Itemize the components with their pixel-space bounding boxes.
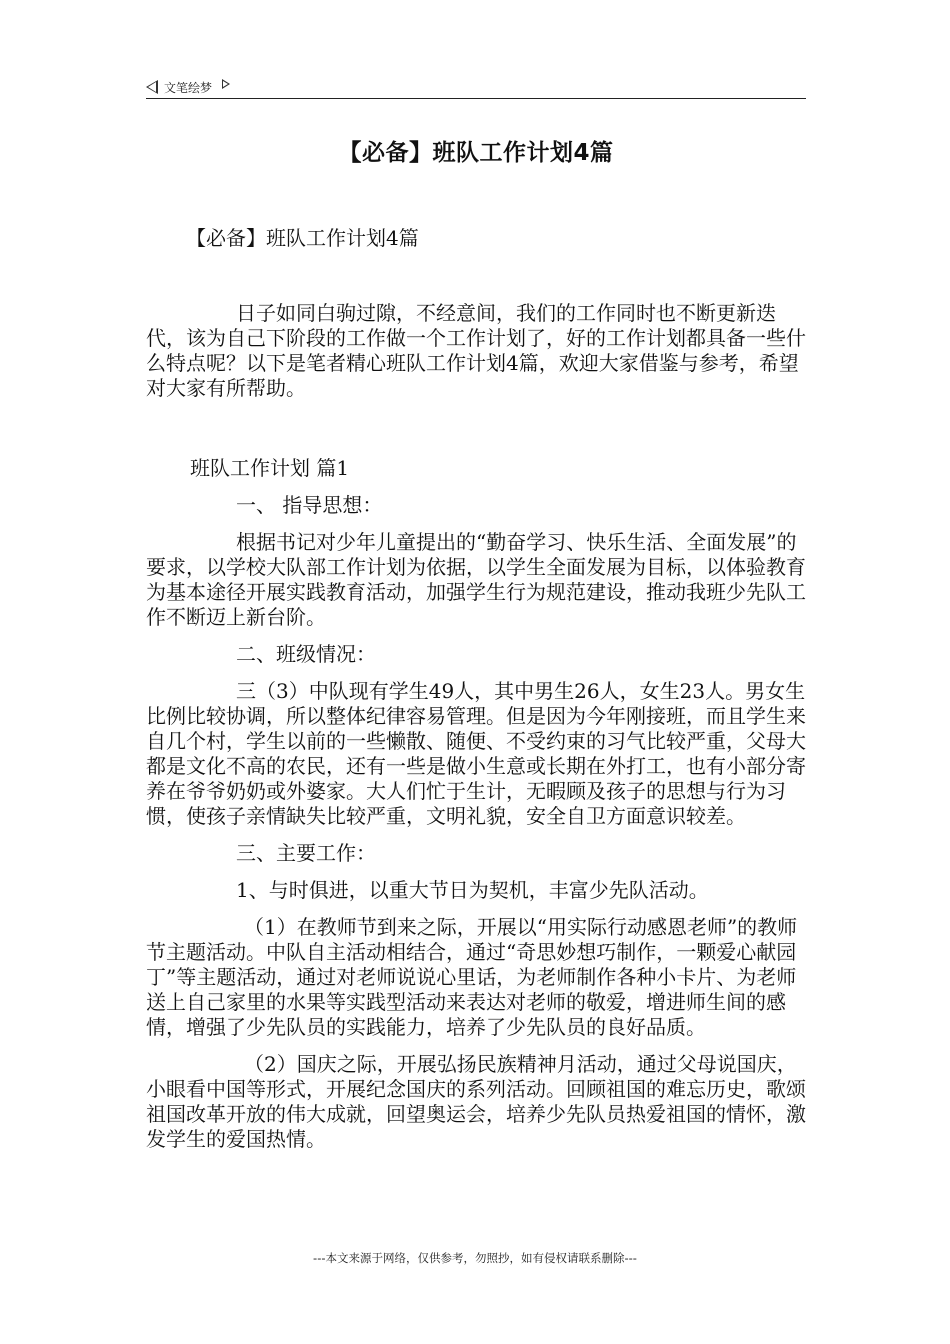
- document-title: 【必备】班队工作计划4篇: [338, 140, 614, 166]
- part3-item-1: 1、与时俱进，以重大节日为契机，丰富少先队活动。: [236, 878, 709, 902]
- intro-paragraph: 日子如同白驹过隙，不经意间，我们的工作同时也不断更新迭代，该为自己下阶段的工作做一个工作计划了，好的工作计划都具备一些什么特点呢？以下是笔者精心班队工作计划4篇，欢迎大家借鉴与参考，希望对大家有所帮助。: [146, 301, 806, 400]
- section-heading: 班队工作计划 篇1: [190, 456, 350, 480]
- page-header: [146, 76, 806, 98]
- header-brand: 文笔绘梦: [164, 80, 213, 95]
- document-body: [146, 220, 806, 1152]
- part1-paragraph: 根据书记对少年儿童提出的“勤奋学习、快乐生活、全面发展”的要求，以学校大队部工作计划为依据，以学生全面发展为目标，以体验教育为基本途径开展实践教育活动，加强学生行为规范建设，推动我班少先队工作不断迈上新台阶。: [146, 530, 806, 629]
- part3-item-1-1: （1）在教师节到来之际，开展以“用实际行动感恩老师”的教师节主题活动。中队自主活动相结合，通过“奇思妙想巧制作，一颗爱心献园丁”等主题活动，通过对老师说说心里话，为老师制作各种小卡片、为老师送上自己家里的水果等实践型活动来表达对老师的敬爱，增进师生间的感情，增强了少先队员的实践能力，培养了少先队员的良好品质。: [146, 915, 798, 1039]
- part1-heading: 一、 指导思想：: [236, 493, 383, 517]
- page-footer: ---本文来源于网络，仅供参考，勿照抄，如有侵权请联系删除---: [313, 1251, 637, 1265]
- triangle-left-icon: [146, 80, 158, 94]
- part2-paragraph: 三（3）中队现有学生49人，其中男生26人，女生23人。男女生比例比较协调，所以整体纪律容易管理。但是因为今年刚接班，而且学生来自几个村，学生以前的一些懒散、随便、不受约束的习气比较严重，父母大都是文化不高的农民，还有一些是做小生意或长期在外打工，也有小部分寄养在爷爷奶奶或外婆家。大人们忙于生计，无暇顾及孩子的思想与行为习惯，使孩子亲情缺失比较严重，文明礼貌，安全自卫方面意识较差。: [146, 679, 806, 828]
- document-subtitle: 【必备】班队工作计划4篇: [186, 226, 419, 250]
- header-divider: [146, 98, 806, 99]
- part3-item-1-2: （2）国庆之际，开展弘扬民族精神月活动，通过父母说国庆，小眼看中国等形式，开展纪念国庆的系列活动。回顾祖国的难忘历史，歌颂祖国改革开放的伟大成就，回望奥运会，培养少先队员热爱祖国的情怀，激发学生的爱国热情。: [146, 1052, 806, 1151]
- part2-heading: 二、班级情况：: [236, 642, 376, 666]
- part3-heading: 三、主要工作：: [236, 841, 376, 865]
- triangle-right-icon: [222, 79, 230, 89]
